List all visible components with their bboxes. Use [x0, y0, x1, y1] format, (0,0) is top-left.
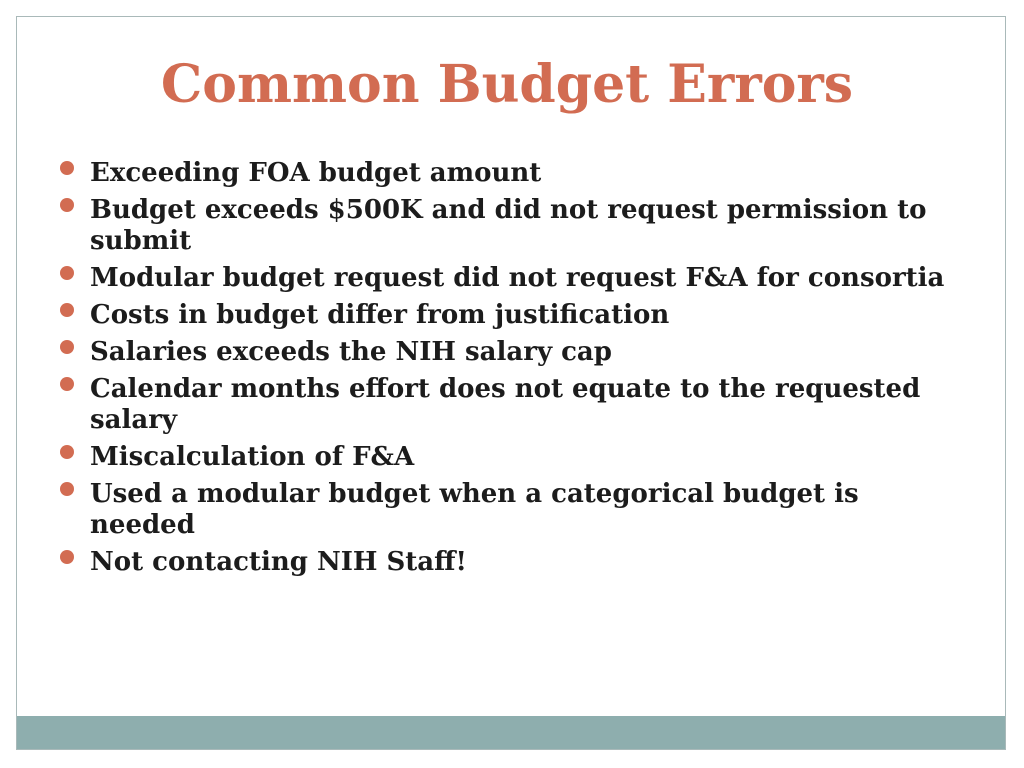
- bullet-text: Budget exceeds $500K and did not request permission to submit: [90, 195, 927, 256]
- bullet-text: Costs in budget differ from justification: [90, 300, 670, 330]
- bullet-icon: [60, 482, 74, 496]
- list-item: [58, 442, 958, 473]
- footer-bar: [17, 716, 1005, 749]
- bullet-list: [58, 158, 958, 584]
- bullet-icon: [60, 445, 74, 459]
- bullet-text: Salaries exceeds the NIH salary cap: [90, 337, 612, 367]
- list-item: [58, 263, 958, 294]
- list-item: [58, 479, 958, 541]
- list-item: [58, 195, 958, 257]
- list-item: [58, 374, 958, 436]
- bullet-icon: [60, 266, 74, 280]
- bullet-icon: [60, 198, 74, 212]
- list-item: [58, 337, 958, 368]
- list-item: [58, 300, 958, 331]
- bullet-icon: [60, 377, 74, 391]
- bullet-text: Modular budget request did not request F&A for consortia: [90, 263, 945, 293]
- bullet-text: Miscalculation of F&A: [90, 442, 415, 472]
- bullet-icon: [60, 550, 74, 564]
- bullet-text: Calendar months effort does not equate to the requested salary: [90, 374, 921, 435]
- slide-title: Common Budget Errors: [160, 54, 854, 115]
- bullet-text: Used a modular budget when a categorical budget is needed: [90, 479, 859, 540]
- list-item: [58, 547, 958, 578]
- bullet-icon: [60, 303, 74, 317]
- bullet-icon: [60, 161, 74, 175]
- bullet-text: Not contacting NIH Staff!: [90, 547, 467, 577]
- list-item: [58, 158, 958, 189]
- bullet-text: Exceeding FOA budget amount: [90, 158, 542, 188]
- bullet-icon: [60, 340, 74, 354]
